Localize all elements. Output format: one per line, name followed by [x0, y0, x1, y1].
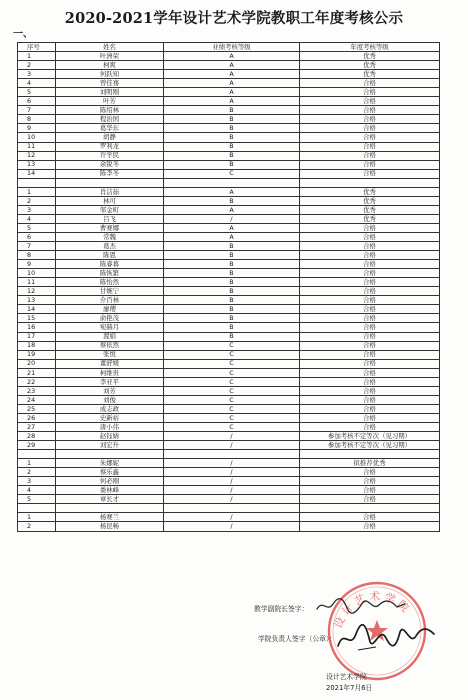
row-name: 刘明刚: [56, 88, 164, 97]
row-annual-grade: 合格: [300, 314, 440, 323]
row-name: 赵钰婧: [56, 432, 164, 441]
row-performance-grade: B: [164, 124, 300, 133]
row-performance-grade: B: [164, 151, 300, 160]
row-name: 章长才: [56, 495, 164, 504]
row-name: 曹赛娜: [56, 223, 164, 232]
row-name: 杨昆畅: [56, 522, 164, 531]
row-performance-grade: B: [164, 133, 300, 142]
table-row: [18, 314, 440, 323]
row-annual-grade: 优秀: [300, 61, 440, 70]
table-row: [18, 115, 440, 124]
table-row: [18, 142, 440, 151]
row-index: 5: [18, 495, 56, 504]
row-index: 12: [18, 287, 56, 296]
row-index: 2: [18, 61, 56, 70]
table-row: [18, 386, 440, 395]
table-row: [18, 278, 440, 287]
row-name: 叶洲荣: [56, 52, 164, 61]
row-performance-grade: [164, 178, 300, 187]
row-annual-grade: 合格: [300, 151, 440, 160]
row-performance-grade: C: [164, 377, 300, 386]
row-index: 27: [18, 422, 56, 431]
row-performance-grade: A: [164, 205, 300, 214]
row-annual-grade: 合格: [300, 395, 440, 404]
row-name: 杨赛兰: [56, 513, 164, 522]
row-name: 曾佳骞: [56, 79, 164, 88]
table-row: [18, 133, 440, 142]
row-annual-grade: 合格: [300, 169, 440, 178]
table-row: [18, 359, 440, 368]
row-name: 成志政: [56, 404, 164, 413]
row-performance-grade: /: [164, 441, 300, 450]
table-spacer-row: [18, 450, 440, 459]
row-name: 罗利龙: [56, 142, 164, 151]
row-index: 29: [18, 441, 56, 450]
table-row: [18, 269, 440, 278]
page-title: 2020-2021学年设计艺术学院教职工年度考核公示: [64, 10, 404, 27]
row-index: [18, 178, 56, 187]
row-annual-grade: 合格: [300, 88, 440, 97]
row-performance-grade: C: [164, 386, 300, 395]
row-name: 柯爽: [56, 61, 164, 70]
section-mark: 一、: [13, 29, 33, 40]
row-annual-grade: 合格: [300, 332, 440, 341]
row-index: 5: [18, 88, 56, 97]
row-index: 10: [18, 133, 56, 142]
row-name: [56, 450, 164, 459]
row-annual-grade: 合格: [300, 341, 440, 350]
row-name: 刘芳: [56, 386, 164, 395]
row-index: 8: [18, 251, 56, 260]
row-index: 2: [18, 468, 56, 477]
row-performance-grade: A: [164, 97, 300, 106]
row-name: 董舒媛: [56, 359, 164, 368]
row-performance-grade: C: [164, 422, 300, 431]
row-index: 25: [18, 404, 56, 413]
table-row: [18, 232, 440, 241]
row-name: 葛杰: [56, 242, 164, 251]
table-row: [18, 124, 440, 133]
row-index: 1: [18, 187, 56, 196]
row-index: 2: [18, 522, 56, 531]
row-annual-grade: 合格: [300, 269, 440, 278]
table-row: [18, 413, 440, 422]
row-performance-grade: A: [164, 88, 300, 97]
row-performance-grade: C: [164, 169, 300, 178]
row-performance-grade: A: [164, 232, 300, 241]
row-annual-grade: 合格: [300, 106, 440, 115]
row-index: 1: [18, 459, 56, 468]
row-index: 26: [18, 413, 56, 422]
row-performance-grade: B: [164, 332, 300, 341]
row-name: 肖洁茹: [56, 187, 164, 196]
row-name: 张悦: [56, 350, 164, 359]
row-index: [18, 450, 56, 459]
row-annual-grade: 合格: [300, 296, 440, 305]
row-name: 胡静: [56, 133, 164, 142]
row-performance-grade: C: [164, 341, 300, 350]
table-row: [18, 350, 440, 359]
row-annual-grade: 合格: [300, 522, 440, 531]
row-performance-grade: C: [164, 359, 300, 368]
row-annual-grade: 参加考核不定等次（见习期）: [300, 441, 440, 450]
row-index: 8: [18, 115, 56, 124]
row-index: 10: [18, 269, 56, 278]
row-performance-grade: B: [164, 160, 300, 169]
row-annual-grade: 合格: [300, 97, 440, 106]
table-row: [18, 422, 440, 431]
row-name: 程治国: [56, 115, 164, 124]
row-performance-grade: B: [164, 296, 300, 305]
table-row: [18, 296, 440, 305]
row-name: 葛华东: [56, 124, 164, 133]
table-row: [18, 287, 440, 296]
table-row: [18, 395, 440, 404]
row-name: 何跃知: [56, 70, 164, 79]
row-name: 史新裕: [56, 413, 164, 422]
row-name: 何必刚: [56, 477, 164, 486]
header-index: 序号: [18, 43, 56, 52]
row-index: 14: [18, 305, 56, 314]
row-performance-grade: [164, 450, 300, 459]
table-row: [18, 187, 440, 196]
row-name: 渥娟: [56, 332, 164, 341]
row-annual-grade: 合格: [300, 278, 440, 287]
row-annual-grade: 参加考核不定等次（见习期）: [300, 432, 440, 441]
table-row: [18, 61, 440, 70]
table-row: [18, 169, 440, 178]
row-annual-grade: 合格: [300, 260, 440, 269]
row-performance-grade: /: [164, 432, 300, 441]
row-performance-grade: B: [164, 251, 300, 260]
table-row: [18, 459, 440, 468]
row-index: 4: [18, 79, 56, 88]
row-name: 许学民: [56, 151, 164, 160]
row-performance-grade: /: [164, 486, 300, 495]
row-name: 唐小伟: [56, 422, 164, 431]
row-name: 陈李冬: [56, 169, 164, 178]
table-row: [18, 260, 440, 269]
row-index: 11: [18, 142, 56, 151]
row-name: 俞艳茂: [56, 314, 164, 323]
row-index: 24: [18, 395, 56, 404]
row-annual-grade: 合格: [300, 513, 440, 522]
row-performance-grade: /: [164, 495, 300, 504]
table-row: [18, 160, 440, 169]
table-row: [18, 477, 440, 486]
row-performance-grade: C: [164, 395, 300, 404]
row-annual-grade: 优秀: [300, 52, 440, 61]
table-row: [18, 513, 440, 522]
row-name: 常魏: [56, 232, 164, 241]
row-performance-grade: /: [164, 513, 300, 522]
table-row: [18, 106, 440, 115]
row-name: 蔡乐鑫: [56, 468, 164, 477]
row-name: 陈绍林: [56, 106, 164, 115]
row-index: 13: [18, 160, 56, 169]
row-annual-grade: 合格: [300, 115, 440, 124]
row-index: 6: [18, 97, 56, 106]
row-annual-grade: 优秀: [300, 70, 440, 79]
row-name: 廖璎: [56, 305, 164, 314]
table-row: [18, 97, 440, 106]
row-name: 介百林: [56, 296, 164, 305]
row-annual-grade: 合格: [300, 160, 440, 169]
row-index: 12: [18, 151, 56, 160]
row-performance-grade: [164, 504, 300, 513]
row-index: 5: [18, 223, 56, 232]
row-annual-grade: [300, 450, 440, 459]
row-index: 19: [18, 350, 56, 359]
row-index: 9: [18, 260, 56, 269]
row-index: 17: [18, 332, 56, 341]
signing-date: 2021年7月6日: [326, 684, 373, 692]
row-index: 20: [18, 359, 56, 368]
row-performance-grade: A: [164, 223, 300, 232]
vice-dean-signature: [313, 595, 409, 617]
row-name: 蔡依然: [56, 341, 164, 350]
table-row: [18, 88, 440, 97]
row-index: 21: [18, 368, 56, 377]
table-row: [18, 522, 440, 531]
row-annual-grade: 合格: [300, 404, 440, 413]
row-performance-grade: C: [164, 404, 300, 413]
table-spacer-row: [18, 504, 440, 513]
table-row: [18, 196, 440, 205]
row-performance-grade: A: [164, 52, 300, 61]
row-annual-grade: 优秀: [300, 196, 440, 205]
row-name: 邹金町: [56, 205, 164, 214]
row-performance-grade: A: [164, 187, 300, 196]
row-annual-grade: 合格: [300, 79, 440, 88]
row-performance-grade: /: [164, 522, 300, 531]
row-name: 陈恩: [56, 251, 164, 260]
row-name: 刘俊: [56, 395, 164, 404]
row-annual-grade: 拟推荐优秀: [300, 459, 440, 468]
row-index: 13: [18, 296, 56, 305]
row-performance-grade: A: [164, 70, 300, 79]
table-row: [18, 242, 440, 251]
table-row: [18, 495, 440, 504]
row-annual-grade: 合格: [300, 251, 440, 260]
row-name: 余锐冬: [56, 160, 164, 169]
row-performance-grade: B: [164, 305, 300, 314]
row-index: [18, 504, 56, 513]
row-annual-grade: 合格: [300, 232, 440, 241]
row-annual-grade: 合格: [300, 386, 440, 395]
row-annual-grade: 合格: [300, 413, 440, 422]
row-index: 14: [18, 169, 56, 178]
row-performance-grade: C: [164, 350, 300, 359]
row-annual-grade: 合格: [300, 350, 440, 359]
row-performance-grade: A: [164, 79, 300, 88]
row-performance-grade: /: [164, 468, 300, 477]
row-performance-grade: B: [164, 242, 300, 251]
row-name: 吕飞: [56, 214, 164, 223]
row-annual-grade: 合格: [300, 486, 440, 495]
row-index: 11: [18, 278, 56, 287]
table-row: [18, 341, 440, 350]
row-name: 朱娜妮: [56, 459, 164, 468]
table-row: [18, 441, 440, 450]
row-performance-grade: B: [164, 196, 300, 205]
row-name: 林可: [56, 196, 164, 205]
header-performance-grade: 业绩考核等级: [164, 43, 300, 52]
row-name: 叶芳: [56, 97, 164, 106]
organization-name: 设计艺术学院: [326, 673, 367, 681]
table-spacer-row: [18, 178, 440, 187]
row-name: 娄林峰: [56, 486, 164, 495]
row-index: 23: [18, 386, 56, 395]
row-annual-grade: [300, 504, 440, 513]
row-index: 7: [18, 242, 56, 251]
header-name: 姓名: [56, 43, 164, 52]
row-annual-grade: [300, 178, 440, 187]
row-annual-grade: 合格: [300, 422, 440, 431]
table-row: [18, 332, 440, 341]
row-annual-grade: 合格: [300, 223, 440, 232]
appraisal-table: [17, 42, 440, 532]
row-index: 16: [18, 323, 56, 332]
row-index: 28: [18, 432, 56, 441]
row-annual-grade: 合格: [300, 133, 440, 142]
row-annual-grade: 合格: [300, 468, 440, 477]
row-annual-grade: 优秀: [300, 214, 440, 223]
row-index: 22: [18, 377, 56, 386]
table-row: [18, 205, 440, 214]
row-index: 3: [18, 70, 56, 79]
row-index: 3: [18, 205, 56, 214]
row-name: 陈怡然: [56, 278, 164, 287]
table-row: [18, 305, 440, 314]
dean-signature-label: 学院负责人签字（公章）：: [258, 635, 337, 643]
row-annual-grade: 合格: [300, 495, 440, 504]
row-performance-grade: /: [164, 214, 300, 223]
header-annual-grade: 年度考核等级: [300, 43, 440, 52]
row-name: [56, 178, 164, 187]
vice-dean-signature-label: 教学副院长签字：: [254, 605, 309, 613]
row-performance-grade: /: [164, 477, 300, 486]
row-annual-grade: 合格: [300, 368, 440, 377]
row-performance-grade: A: [164, 61, 300, 70]
row-performance-grade: B: [164, 142, 300, 151]
row-index: 2: [18, 196, 56, 205]
row-index: 18: [18, 341, 56, 350]
row-annual-grade: 合格: [300, 124, 440, 133]
table-row: [18, 214, 440, 223]
row-name: 陈恢繁: [56, 269, 164, 278]
row-performance-grade: B: [164, 278, 300, 287]
row-index: 4: [18, 486, 56, 495]
row-annual-grade: 合格: [300, 477, 440, 486]
table-row: [18, 468, 440, 477]
row-index: 3: [18, 477, 56, 486]
row-annual-grade: 合格: [300, 142, 440, 151]
dean-signature: [336, 620, 436, 654]
table-row: [18, 52, 440, 61]
row-annual-grade: 合格: [300, 323, 440, 332]
row-performance-grade: C: [164, 368, 300, 377]
table-row: [18, 223, 440, 232]
row-index: 1: [18, 52, 56, 61]
table-row: [18, 70, 440, 79]
row-performance-grade: B: [164, 115, 300, 124]
row-name: 甘婉宁: [56, 287, 164, 296]
row-annual-grade: 合格: [300, 242, 440, 251]
table-row: [18, 368, 440, 377]
table-row: [18, 151, 440, 160]
row-index: 4: [18, 214, 56, 223]
row-name: 柯维贵: [56, 368, 164, 377]
row-index: 15: [18, 314, 56, 323]
table-row: [18, 377, 440, 386]
row-index: 9: [18, 124, 56, 133]
row-index: 1: [18, 513, 56, 522]
row-name: 陈睿暮: [56, 260, 164, 269]
row-performance-grade: C: [164, 413, 300, 422]
row-performance-grade: B: [164, 314, 300, 323]
table-row: [18, 404, 440, 413]
table-row: [18, 432, 440, 441]
row-annual-grade: 优秀: [300, 187, 440, 196]
row-name: [56, 504, 164, 513]
row-name: 李亚平: [56, 377, 164, 386]
row-annual-grade: 合格: [300, 287, 440, 296]
row-name: 宛赫月: [56, 323, 164, 332]
row-performance-grade: B: [164, 260, 300, 269]
row-index: 7: [18, 106, 56, 115]
seal-text: 设计艺术学院: [331, 589, 414, 631]
row-index: 6: [18, 232, 56, 241]
row-annual-grade: 合格: [300, 359, 440, 368]
row-performance-grade: B: [164, 323, 300, 332]
row-performance-grade: B: [164, 106, 300, 115]
table-row: [18, 251, 440, 260]
table-row: [18, 79, 440, 88]
row-annual-grade: 合格: [300, 305, 440, 314]
row-name: 刘宏升: [56, 441, 164, 450]
table-row: [18, 323, 440, 332]
table-header-row: [18, 43, 440, 52]
row-annual-grade: 优秀: [300, 205, 440, 214]
row-annual-grade: 合格: [300, 377, 440, 386]
row-performance-grade: B: [164, 287, 300, 296]
table-row: [18, 486, 440, 495]
row-performance-grade: B: [164, 269, 300, 278]
row-performance-grade: /: [164, 459, 300, 468]
